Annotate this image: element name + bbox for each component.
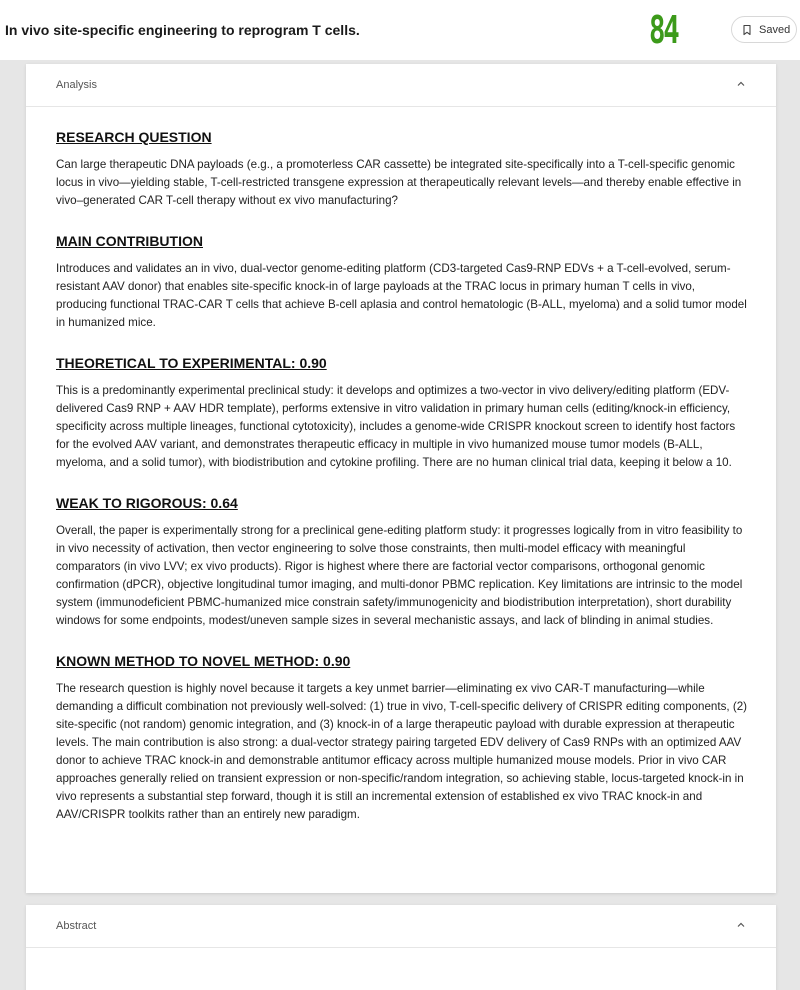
analysis-panel-label: Analysis bbox=[56, 79, 97, 91]
section-heading-main-contribution: MAIN CONTRIBUTION bbox=[56, 233, 203, 249]
analysis-panel-header[interactable] bbox=[26, 64, 776, 107]
section-heading-research-question: RESEARCH QUESTION bbox=[56, 129, 212, 145]
page-title: In vivo site-specific engineering to reprogram T cells. bbox=[5, 22, 360, 38]
score-value: 84 bbox=[649, 8, 678, 52]
chevron-up-icon[interactable] bbox=[736, 920, 746, 930]
top-bar bbox=[0, 0, 800, 60]
section-text-main-contribution: Introduces and validates an in vivo, dual-vector genome-editing platform (CD3-targeted Cas9-RNP EDVs + a T-cell-evolved, serum-resistant AAV donor) that enables site-specific knock-in of large payloads at the TRAC locus in primary human T cells in vivo, producing functional TRAC-CAR T cells that achieve B-cell aplasia and control hematologic (B-ALL, myeloma) and a solid tumor model in humanized mice. bbox=[56, 262, 747, 329]
section-text-known-to-novel: The research question is highly novel because it targets a key unmet barrier—eliminating ex vivo CAR-T manufacturing—while demanding a difficult combination not previously well-solved: (1) true in vivo, T-cell-specific delivery of CRISPR editing components, (2) site-specific (not random) genomic integration, and (3) knock-in of a large therapeutic payload with durable expression at therapeutic levels. The main contribution is also strong: a dual-vector strategy pairing targeted EDV delivery of Cas9 RNPs with an optimized AAV donor to achieve TRAC knock-in and demonstrable antitumor efficacy across multiple humanized mouse models. Prior in vivo CAR approaches generally relied on transient expression or non-specific/random integration, so achieving stable, locus-targeted knock-in in vivo represents a substantial step forward, though it is still an incremental extension of established ex vivo TRAC knock-in and AAV/CRISPR toolkits rather than an entirely new paradigm. bbox=[56, 682, 747, 821]
saved-button[interactable] bbox=[731, 16, 797, 43]
abstract-panel-header[interactable] bbox=[26, 905, 776, 948]
analysis-panel bbox=[26, 64, 776, 893]
section-text-research-question: Can large therapeutic DNA payloads (e.g., a promoterless CAR cassette) be integrated site-specifically into a T-cell-specific genomic locus in vivo—yielding stable, T-cell-restricted transgene expression at therapeutically relevant levels—and thereby enable effective in vivo–generated CAR T-cell therapy without ex vivo manufacturing? bbox=[56, 158, 742, 207]
section-heading-known-to-novel: KNOWN METHOD TO NOVEL METHOD: 0.90 bbox=[56, 653, 351, 669]
section-text-weak-to-rigorous: Overall, the paper is experimentally strong for a preclinical gene-editing platform study: it progresses logically from in vitro feasibility to in vivo necessity of activation, then vector engineering to solve those constraints, then multi-model efficacy with meaningful comparators (in vivo LVV; ex vivo products). Rigor is highest where there are factorial vector comparisons, orthogonal genomic confirmation (dPCR), objective longitudinal tumor imaging, and multi-donor PBMC replication. Key limitations are intrinsic to the model system (immunodeficient PBMC-humanized mice constrain safety/immunogenicity and biodistribution interpretation), short durability windows for some endpoints, modest/uneven sample sizes in several mechanistic assays, and lack of blinding in animal studies. bbox=[56, 524, 743, 627]
section-heading-weak-to-rigorous: WEAK TO RIGOROUS: 0.64 bbox=[56, 495, 238, 511]
analysis-panel-body bbox=[26, 128, 776, 824]
saved-button-label: Saved bbox=[759, 23, 791, 36]
abstract-panel-label: Abstract bbox=[56, 920, 97, 932]
bookmark-icon bbox=[741, 24, 753, 36]
abstract-panel bbox=[26, 905, 776, 990]
section-text-theoretical-to-experimental: This is a predominantly experimental preclinical study: it develops and optimizes a two-vector in vivo delivery/editing platform (EDV-delivered Cas9 RNP + AAV HDR template), performs extensive in vitro validation in primary human cells (editing/knock-in efficiency, specificity across multiple lineages, functional cytotoxicity), includes a genome-wide CRISPR knockout screen to identify host factors for the evolved AAV variant, and demonstrates therapeutic efficacy in multiple in vivo humanized mouse tumor models (B-ALL, myeloma, and a solid tumor), with biodistribution and cytokine profiling. There are no human clinical trial data, keeping it below a 10. bbox=[56, 384, 736, 469]
section-heading-theoretical-to-experimental: THEORETICAL TO EXPERIMENTAL: 0.90 bbox=[56, 355, 327, 371]
chevron-up-icon[interactable] bbox=[736, 79, 746, 89]
